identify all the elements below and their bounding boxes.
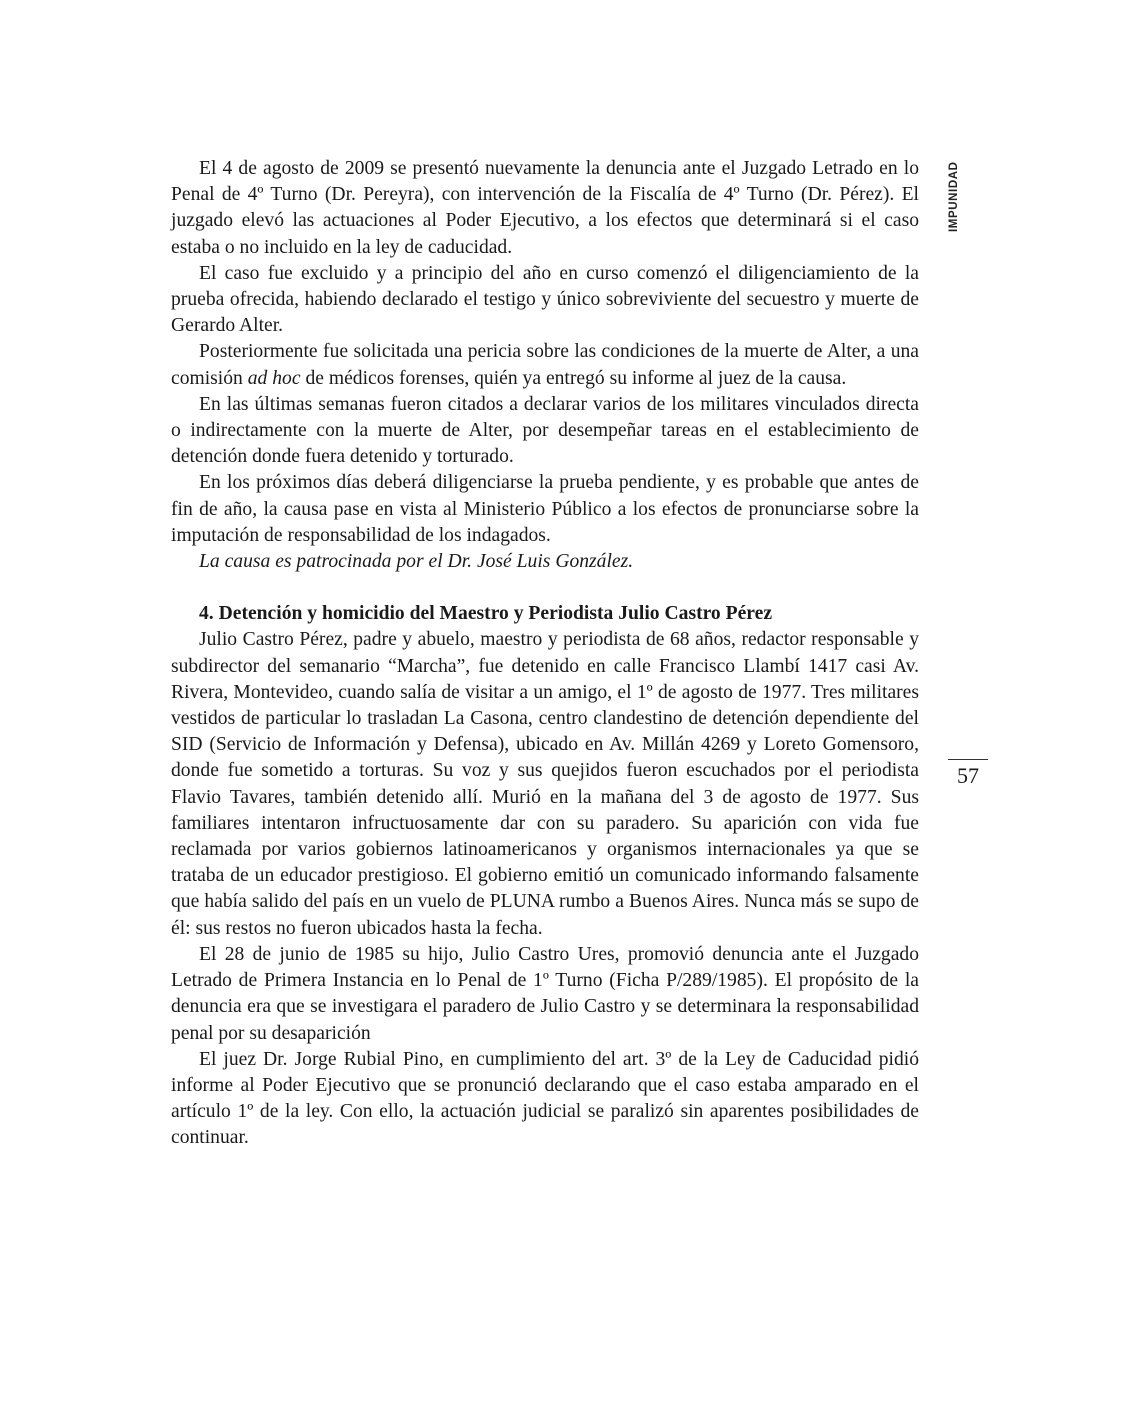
body-text [171, 156, 919, 1152]
paragraph-denuncia-1985: El 28 de junio de 1985 su hijo, Julio Castro Ures, promovió denuncia ante el Juzgado Letrado de Primera Instancia en lo Penal de 1º Turno (Ficha P/289/1985). El propósito de la denuncia era que se investigara el paradero de Julio Castro y se determinara la responsabilidad penal por su desaparición [171, 943, 919, 1044]
paragraph-pericia-start: Posteriormente fue solicitada una pericia sobre las condiciones de la muerte de Alter, a una comisión [171, 341, 919, 389]
paragraph-pericia-italic: ad hoc [247, 367, 301, 389]
section-heading: 4. Detención y homicidio del Maestro y Periodista Julio Castro Pérez [199, 603, 773, 625]
paragraph-proximos-dias: En los próximos días deberá diligenciarse la prueba pendiente, y es probable que antes de fin de año, la causa pase en vista al Ministerio Público a los efectos de pronunciarse sobre la imputación de responsabilidad de los indagados. [171, 472, 919, 546]
paragraph-pericia [171, 339, 919, 391]
page-number: 57 [957, 763, 979, 788]
paragraph-denuncia-2009: El 4 de agosto de 2009 se presentó nuevamente la denuncia ante el Juzgado Letrado en lo Penal de 4º Turno (Dr. Pereyra), con intervención de la Fiscalía de 4º Turno (Dr. Pérez). El juzgado elevó las actuaciones al Poder Ejecutivo, a los efectos que determinará si el caso estaba o no incluido en la ley de caducidad. [171, 158, 919, 258]
paragraph-caso-excluido: El caso fue excluido y a principio del año en curso comenzó el diligenciamiento de la prueba ofrecida, habiendo declarado el testigo y único sobreviviente del secuestro y muerte de Gerardo Alter. [171, 262, 919, 337]
running-header-label: IMPUNIDAD [948, 161, 960, 232]
page-number-rule [948, 759, 988, 760]
citation-patrocinio: La causa es patrocinada por el Dr. José Luis González. [199, 551, 634, 573]
paragraph-citados: En las últimas semanas fueron citados a declarar varios de los militares vinculados directa o indirectamente con la muerte de Alter, por desempeñar tareas en el establecimiento de detención donde fuera detenido y torturado. [171, 393, 919, 468]
paragraph-juez-rubial: El juez Dr. Jorge Rubial Pino, en cumplimiento del art. 3º de la Ley de Caducidad pidió informe al Poder Ejecutivo que se pronunció declarando que el caso estaba amparado en el artículo 1º de la ley. Con ello, la actuación judicial se paralizó sin aparentes posibilidades de continuar. [171, 1048, 919, 1149]
paragraph-pericia-end: de médicos forenses, quién ya entregó su informe al juez de la causa. [300, 367, 847, 389]
paragraph-julio-castro: Julio Castro Pérez, padre y abuelo, maestro y periodista de 68 años, redactor responsable y subdirector del semanario “Marcha”, fue detenido en calle Francisco Llambí 1417 casi Av. Rivera, Montevideo, cuando salía de visitar a un amigo, el 1º de agosto de 1977. Tres militares vestidos de particular lo trasladan La Casona, centro clandestino de detención dependiente del SID (Servicio de Información y Defensa), ubicado en Av. Millán 4269 y Loreto Gomensoro, donde fue sometido a torturas. Su voz y sus quejidos fueron escuchados por el periodista Flavio Tavares, también detenido allí. Murió en la mañana del 3 de agosto de 1977. Sus familiares intentaron infructuosamente dar con su paradero. Su aparición con vida fue reclamada por varios gobiernos latinoamericanos y organismos internacionales ya que se trataba de un educador prestigioso. El gobierno emitió un comunicado informando falsamente que había salido del país en un vuelo de PLUNA rumbo a Buenos Aires. Nunca más se supo de él: sus restos no fueron ubicados hasta la fecha. [171, 629, 919, 939]
